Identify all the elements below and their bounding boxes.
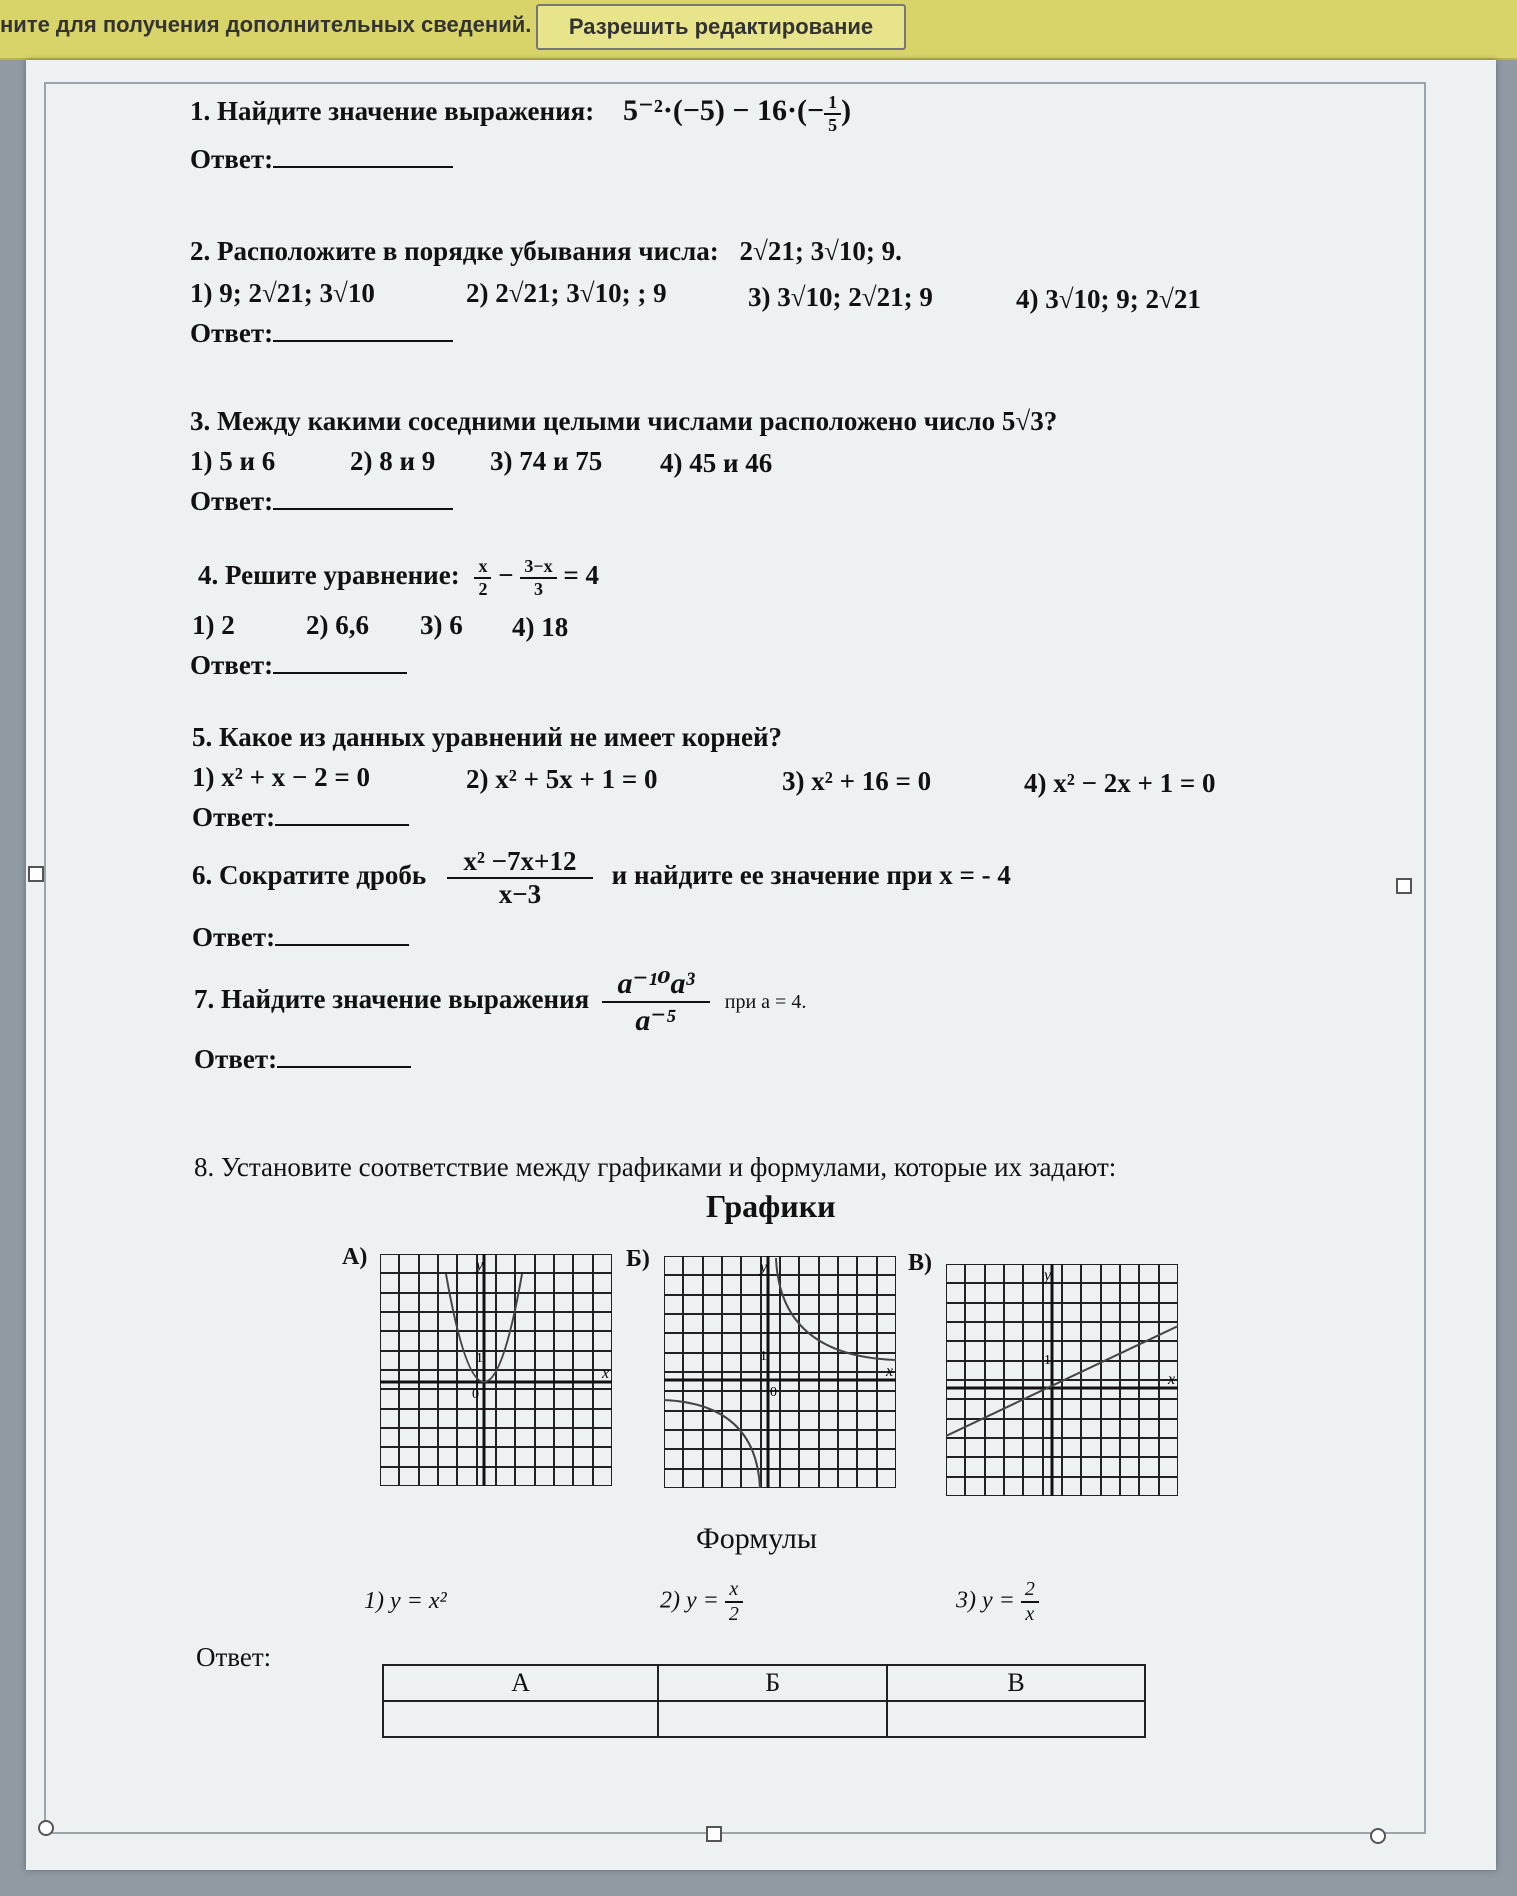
q1-prompt: 1. Найдите значение выражения:: [190, 96, 595, 127]
formula-1: 1) y = x²: [364, 1588, 447, 1614]
answer-blank[interactable]: [275, 800, 409, 826]
q4-fraction-1: [474, 556, 491, 600]
axis-y-label: y: [476, 1257, 484, 1274]
question-4: [198, 556, 599, 600]
q4-option-1: 1) 2: [192, 610, 235, 640]
answer-label: Ответ:: [190, 650, 274, 680]
q6-fraction: [447, 846, 593, 910]
q7-answer: [194, 1042, 411, 1075]
q1-answer: [190, 142, 453, 175]
q4-f1-num: x: [474, 556, 491, 579]
answer-blank[interactable]: [273, 648, 407, 674]
answer-label: Ответ:: [190, 318, 274, 348]
q1-fraction: [824, 92, 841, 136]
resize-handle-right[interactable]: [1396, 878, 1412, 894]
q2-option-2: 2) 2√21; 3√10; ; 9: [466, 278, 667, 308]
protected-view-banner: [0, 0, 1517, 60]
graph-grid: [664, 1256, 896, 1488]
formula-2-prefix: 2) y =: [660, 1587, 719, 1614]
answer-label: Ответ:: [192, 802, 276, 832]
table-header-c: В: [887, 1665, 1145, 1701]
axis-x-label: x: [886, 1363, 894, 1380]
table-header-row: [383, 1665, 1145, 1701]
table-header-a: А: [383, 1665, 658, 1701]
answer-blank[interactable]: [273, 484, 453, 510]
formula-2-fraction: [725, 1578, 743, 1626]
question-5: 5. Какое из данных уравнений не имеет корней?: [192, 722, 783, 752]
question-2: [190, 236, 902, 267]
formula-3-prefix: 3) y =: [956, 1587, 1015, 1614]
table-header-b: Б: [658, 1665, 887, 1701]
question-7: [194, 966, 806, 1038]
answer-label: Ответ:: [190, 486, 274, 516]
question-3: 3. Между какими соседними целыми числами расположено число 5√3?: [190, 406, 1058, 436]
q6-num: x² −7x+12: [447, 846, 593, 879]
graph-a-label: А): [342, 1244, 368, 1270]
question-1: [190, 92, 851, 136]
q4-rhs: = 4: [563, 560, 599, 591]
q4-answer: [190, 648, 407, 681]
q3-answer: [190, 484, 453, 517]
origin-label: 0: [472, 1387, 479, 1402]
answer-cell-c[interactable]: [887, 1701, 1145, 1737]
tick-one-label: 1: [760, 1349, 767, 1364]
axis-x-label: x: [1168, 1371, 1176, 1388]
question-8: 8. Установите соответствие между графиками и формулами, которые их задают:: [194, 1152, 1117, 1182]
graph-a: [380, 1254, 612, 1486]
q7-prompt: 7. Найдите значение выражения: [194, 984, 590, 1015]
resize-handle-bottom-right[interactable]: [1370, 1828, 1386, 1844]
formula-3-fraction: [1021, 1578, 1039, 1626]
q2-numbers: 2√21; 3√10; 9.: [739, 236, 902, 266]
q4-fraction-2: [520, 556, 556, 600]
formula-3-num: 2: [1021, 1578, 1039, 1603]
q4-f2-num: 3−x: [520, 556, 556, 579]
graph-c-label: В): [908, 1250, 932, 1276]
q6-prompt: 6. Сократите дробь: [192, 860, 427, 891]
answer-table: [382, 1664, 1146, 1738]
q4-f2-den: 3: [533, 579, 543, 599]
q3-option-2: 2) 8 и 9: [350, 446, 436, 476]
q5-option-4: 4) x² − 2x + 1 = 0: [1024, 768, 1216, 798]
q4-prompt: 4. Решите уравнение:: [198, 560, 460, 591]
hyperbola-branch-2: [664, 1400, 760, 1488]
q4-option-4: 4) 18: [512, 612, 569, 642]
q5-option-3: 3) x² + 16 = 0: [782, 766, 932, 796]
formula-3-den: x: [1025, 1603, 1035, 1625]
formula-3: [956, 1578, 1039, 1626]
axis-x-label: x: [602, 1365, 610, 1382]
answer-label: Ответ:: [192, 922, 276, 952]
graph-c: [946, 1264, 1178, 1496]
answer-cell-a[interactable]: [383, 1701, 658, 1737]
q3-option-1: 1) 5 и 6: [190, 446, 276, 476]
answer-label: Ответ:: [190, 144, 274, 174]
resize-handle-bottom[interactable]: [706, 1826, 722, 1842]
answer-label: Ответ:: [194, 1044, 278, 1074]
axis-y-label: y: [1044, 1267, 1052, 1284]
q5-answer: [192, 800, 409, 833]
q8-answer-label: Ответ:: [196, 1642, 272, 1672]
table-answer-row: [383, 1701, 1145, 1737]
q7-fraction: [602, 966, 710, 1038]
banner-message: ните для получения дополнительных сведений.: [0, 12, 532, 37]
q7-suffix: при a = 4.: [724, 991, 807, 1014]
q1-frac-den: 5: [828, 115, 838, 135]
q1-frac-num: 1: [824, 92, 841, 115]
q4-option-3: 3) 6: [420, 610, 463, 640]
q7-den: a⁻⁵: [635, 1004, 677, 1037]
answer-blank[interactable]: [273, 142, 453, 168]
question-6: [192, 846, 1011, 910]
q1-expression: 5⁻²·(−5) − 16·(−: [623, 94, 825, 128]
origin-label: 0: [770, 1385, 777, 1400]
q2-option-1: 1) 9; 2√21; 3√10: [190, 278, 375, 308]
tick-one-label: 1: [1044, 1353, 1051, 1368]
q5-option-2: 2) x² + 5x + 1 = 0: [466, 764, 658, 794]
q2-option-3: 3) 3√10; 2√21; 9: [748, 282, 933, 312]
resize-handle-left[interactable]: [28, 866, 44, 882]
q4-minus: −: [498, 560, 514, 591]
q4-f1-den: 2: [478, 579, 488, 599]
formula-2-num: x: [725, 1578, 743, 1603]
tick-one-label: 1: [476, 1351, 483, 1366]
enable-editing-button[interactable]: Разрешить редактирование: [536, 4, 906, 50]
answer-blank[interactable]: [273, 316, 453, 342]
resize-handle-bottom-left[interactable]: [38, 1820, 54, 1836]
graph-b-label: Б): [626, 1246, 650, 1272]
answer-blank[interactable]: [277, 1042, 411, 1068]
q7-num: a⁻¹⁰a³: [602, 966, 710, 1003]
answer-blank[interactable]: [275, 920, 409, 946]
q6-suffix: и найдите ее значение при x = - 4: [611, 860, 1011, 891]
q1-expression-end: ): [841, 94, 852, 128]
q3-option-3: 3) 74 и 75: [490, 446, 603, 476]
q2-prompt: 2. Расположите в порядке убывания числа:: [190, 236, 719, 266]
q5-option-1: 1) x² + x − 2 = 0: [192, 762, 370, 792]
axis-y-label: y: [760, 1259, 768, 1276]
graph-b: [664, 1256, 896, 1488]
q3-option-4: 4) 45 и 46: [660, 448, 773, 478]
q2-answer: [190, 316, 453, 349]
q4-option-2: 2) 6,6: [306, 610, 369, 640]
q6-answer: [192, 920, 409, 953]
graphs-title: Графики: [706, 1188, 836, 1224]
formula-2-den: 2: [728, 1603, 739, 1625]
formula-2: [660, 1578, 743, 1626]
q6-den: x−3: [498, 879, 542, 909]
q2-option-4: 4) 3√10; 9; 2√21: [1016, 284, 1201, 314]
formulas-title: Формулы: [696, 1522, 818, 1555]
answer-cell-b[interactable]: [658, 1701, 887, 1737]
